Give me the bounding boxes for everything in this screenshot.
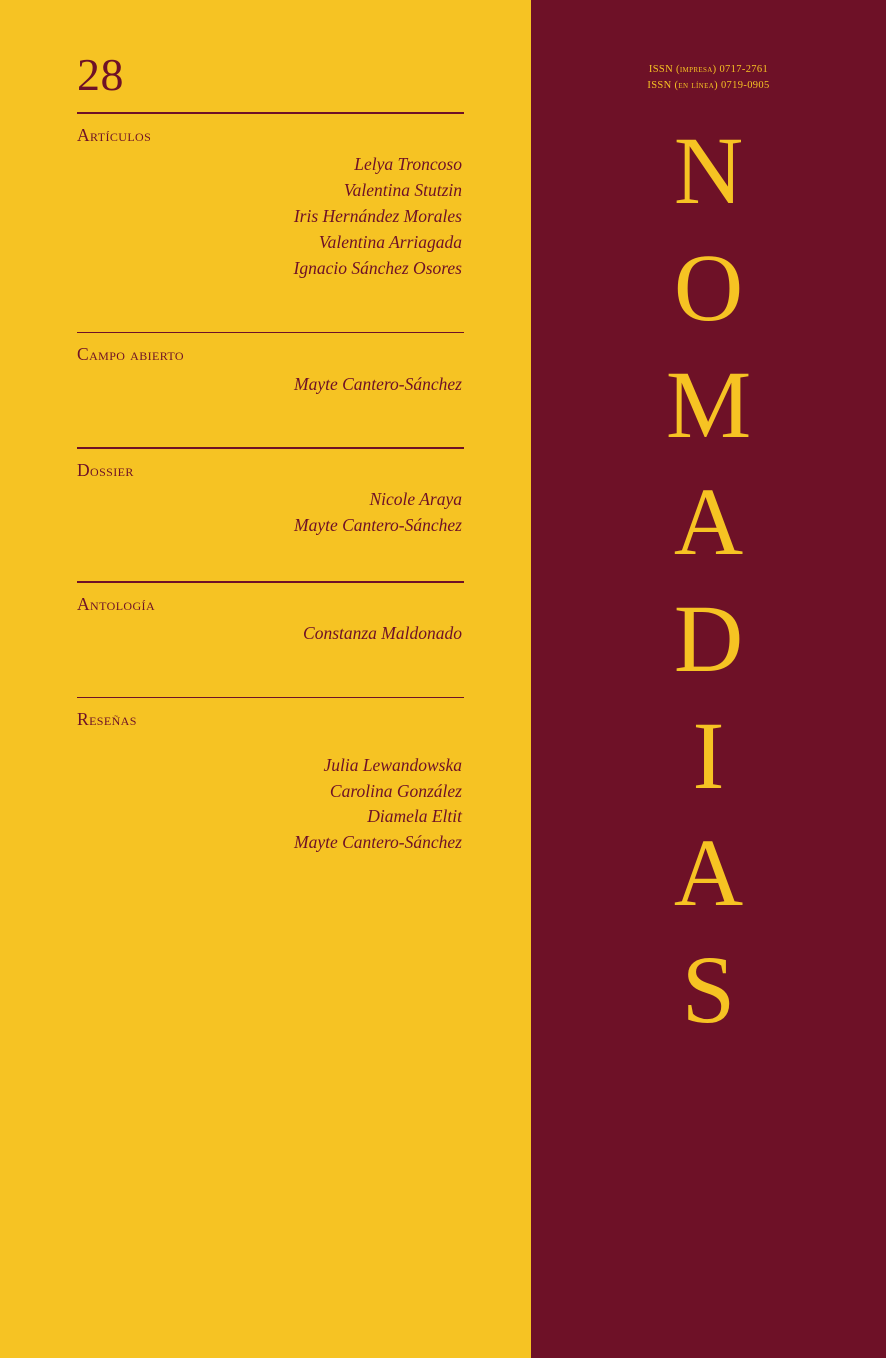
section-title-resenas: Reseñas <box>77 709 137 730</box>
section-title-antologia: Antología <box>77 593 156 614</box>
section-names-resenas <box>77 753 464 857</box>
section-names-articulos <box>77 152 464 281</box>
section-dossier <box>77 457 464 539</box>
title-letter: A <box>673 819 744 927</box>
journal-title-vertical <box>666 112 751 1049</box>
divider-rule <box>77 447 464 449</box>
names-spacer <box>77 737 464 753</box>
author-name: Lelya Troncoso <box>354 154 462 175</box>
title-letter: O <box>673 233 744 341</box>
author-name: Julia Lewandowska <box>323 754 462 775</box>
title-letter: A <box>673 467 744 575</box>
section-spacer <box>77 284 464 318</box>
author-name: Constanza Maldonado <box>303 622 462 643</box>
section-title-dossier: Dossier <box>77 460 134 481</box>
author-name: Mayte Cantero-Sánchez <box>294 515 462 536</box>
section-articulos <box>77 122 464 282</box>
issn-print: ISSN (impresa) 0717-2761 <box>648 64 769 75</box>
section-names-campo-abierto <box>77 372 464 398</box>
section-title-articulos: Artículos <box>77 125 152 145</box>
title-letter: I <box>692 702 725 810</box>
section-spacer <box>77 649 464 683</box>
title-letter: M <box>665 350 752 458</box>
author-name: Iris Hernández Morales <box>293 206 462 227</box>
issue-number: 28 <box>77 49 124 100</box>
title-letter: D <box>673 584 744 692</box>
author-name: Nicole Araya <box>369 489 462 510</box>
author-name: Ignacio Sánchez Osores <box>293 257 462 278</box>
table-of-contents <box>77 49 464 858</box>
title-letter: N <box>673 116 744 224</box>
section-resenas <box>77 706 464 856</box>
section-title-campo-abierto: Campo abierto <box>77 344 184 365</box>
issn-block <box>647 62 769 94</box>
author-name: Diamela Eltit <box>367 806 462 827</box>
section-antologia <box>77 591 464 647</box>
divider-rule <box>77 332 464 334</box>
section-campo-abierto <box>77 341 464 397</box>
author-name: Mayte Cantero-Sánchez <box>294 373 462 394</box>
section-spacer <box>77 541 464 567</box>
author-name: Valentina Arriagada <box>318 231 462 252</box>
author-name: Carolina González <box>329 780 462 801</box>
issn-online: ISSN (en línea) 0719-0905 <box>647 79 770 91</box>
section-spacer <box>77 399 464 433</box>
divider-rule <box>77 112 464 114</box>
author-name: Mayte Cantero-Sánchez <box>294 832 462 853</box>
section-names-antologia <box>77 621 464 647</box>
divider-rule <box>77 581 464 583</box>
section-names-dossier <box>77 487 464 539</box>
author-name: Valentina Stutzin <box>343 180 462 201</box>
cover-right-panel <box>531 0 886 1358</box>
divider-rule <box>77 697 464 699</box>
title-letter: S <box>681 936 736 1044</box>
